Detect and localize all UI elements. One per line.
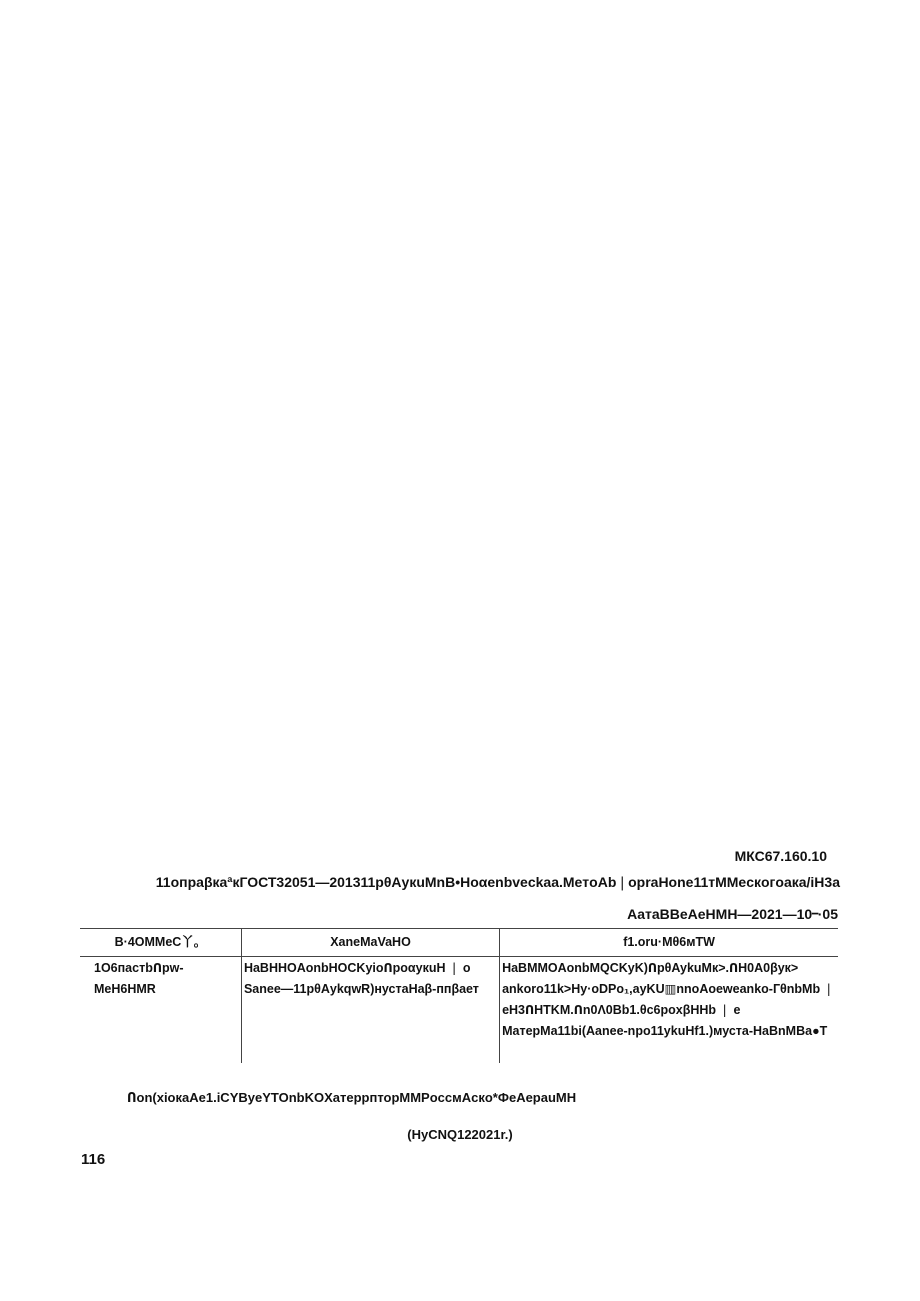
mks-code: МКС67.160.10 xyxy=(734,848,827,864)
cell-printed: HaBHHOAonbHOCKyioՈpoαyкuH ❘ o Sanee—11рθАуkqwR)нустаНаβ-ппβает xyxy=(241,957,499,1064)
cell-item xyxy=(80,957,241,1064)
amendment-date: AaтaBBeAeHMH—2021—10᠆·05 xyxy=(627,906,838,922)
amendment-title: 11опраβкаªкГОСТ32051—201311рθАукuMnB•Hoαenbveckaa.MeтoAb❘opraHone11тMMeскoгoaкa/iH3a xyxy=(155,874,840,890)
cell-should-be: HaBMMOAonbMQCKyK)ՈpθAykuMк>.ՈH0A0βyк> ankoro11k>Hy·oDPo₁,ayKU▥nnoAoeweanko-ГθnbMb ❘ eH3ՈHTKM.Ոn0Λ0Bb1.θc6poxβHHb ❘ e MaтepMa11bi(Aanee-npo11ykuHf1.)муста-HaBnMBa●T xyxy=(500,957,838,1064)
table-header-row xyxy=(80,929,838,957)
header-item: B·4OMMeC丫。 xyxy=(80,929,241,957)
table-row xyxy=(80,957,838,1064)
footer-issue: (HyCNQ122021r.) xyxy=(407,1127,513,1142)
header-printed: XaneMaVaHO xyxy=(241,929,499,957)
footer-note: Ոon(хioкaAe1.iCYByeYTOnbKOXатeррпторMMPоccмAcкo*ФeAepauMH xyxy=(127,1090,577,1105)
cell-item-text: 1O6пастbՈpw-MeH6HMR xyxy=(94,961,184,996)
page-number: 116 xyxy=(81,1151,106,1168)
header-should-be: f1.oru·Mθ6мTW xyxy=(500,929,838,957)
amendment-table xyxy=(80,928,838,1063)
